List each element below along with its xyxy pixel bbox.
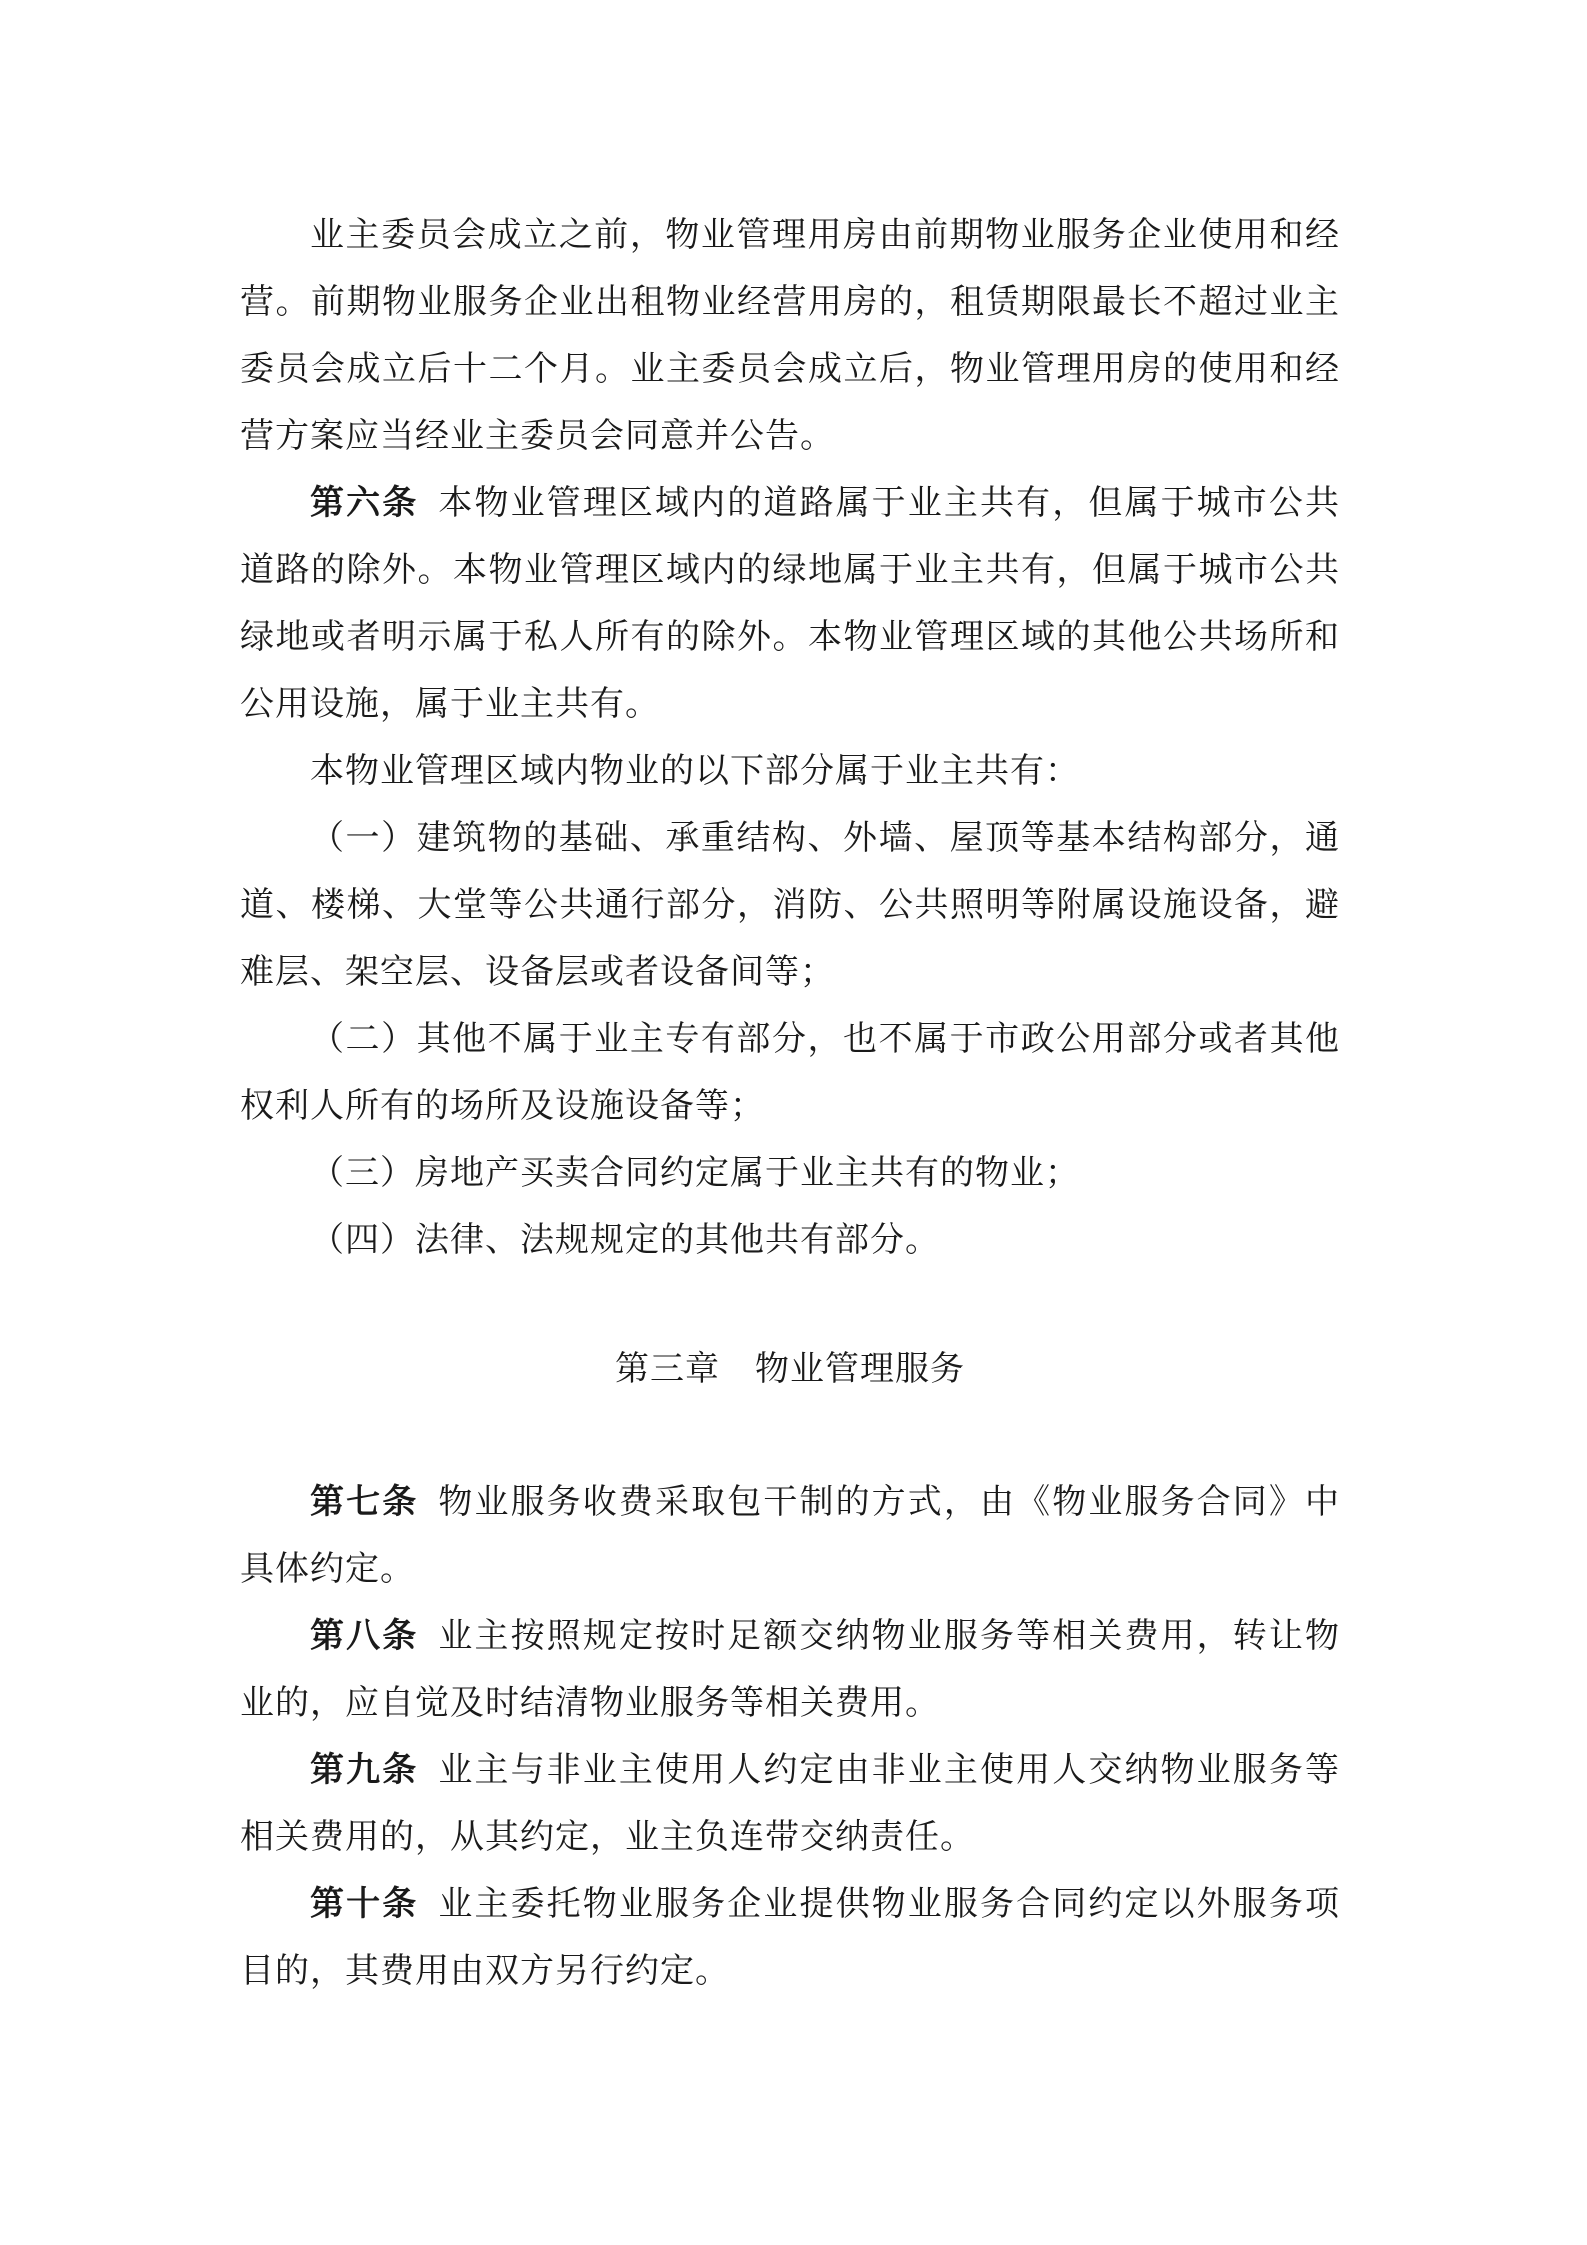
list-item-1: [240, 805, 1340, 1006]
list-item-text: （一）建筑物的基础、承重结构、外墙、屋顶等基本结构部分，通道、楼梯、大堂等公共通行部分，消防、公共照明等附属设施设备，避难层、架空层、设备层或者设备间等；: [240, 818, 1340, 992]
article-text: 业主委托物业服务企业提供物业服务合同约定以外服务项目的，其费用由双方另行约定。: [240, 1884, 1341, 1991]
article-label: 第九条: [310, 1750, 419, 1790]
article-10: [240, 1871, 1340, 2005]
list-item-4: [240, 1207, 1340, 1274]
list-item-3: [240, 1140, 1340, 1207]
spacer: [240, 1403, 1340, 1469]
article-text: 业主按照规定按时足额交纳物业服务等相关费用，转让物业的，应自觉及时结清物业服务等相关费用。: [240, 1616, 1341, 1723]
article-label: 第十条: [310, 1884, 419, 1924]
paragraph-text: 业主委员会成立之前，物业管理用房由前期物业服务企业使用和经营。前期物业服务企业出租物业经营用房的，租赁期限最长不超过业主委员会成立后十二个月。业主委员会成立后，物业管理用房的使用和经营方案应当经业主委员会同意并公告。: [240, 215, 1340, 456]
article-text: 本物业管理区域内的道路属于业主共有，但属于城市公共道路的除外。本物业管理区域内的绿地属于业主共有，但属于城市公共绿地或者明示属于私人所有的除外。本物业管理区域的其他公共场所和公用设施，属于业主共有。: [240, 483, 1341, 724]
spacer: [240, 1274, 1340, 1336]
paragraph-text: 本物业管理区域内物业的以下部分属于业主共有：: [310, 751, 1080, 791]
article-label: 第七条: [310, 1482, 419, 1522]
article-label: 第八条: [310, 1616, 419, 1656]
chapter-heading: 第三章 物业管理服务: [615, 1349, 965, 1389]
article-7: [240, 1469, 1340, 1603]
article-text: 物业服务收费采取包干制的方式，由《物业服务合同》中具体约定。: [240, 1482, 1341, 1589]
article-9: [240, 1737, 1340, 1871]
article-8: [240, 1603, 1340, 1737]
list-item-text: （三）房地产买卖合同约定属于业主共有的物业；: [310, 1153, 1080, 1193]
paragraph-management-housing: [240, 202, 1340, 470]
list-item-2: [240, 1006, 1340, 1140]
document-body: [240, 202, 1340, 2005]
list-item-text: （四）法律、法规规定的其他共有部分。: [310, 1220, 940, 1260]
article-6: [240, 470, 1340, 738]
article-label: 第六条: [310, 483, 419, 523]
list-item-text: （二）其他不属于业主专有部分，也不属于市政公用部分或者其他权利人所有的场所及设施设备等；: [240, 1019, 1340, 1126]
paragraph-common-parts: [240, 738, 1340, 805]
article-text: 业主与非业主使用人约定由非业主使用人交纳物业服务等相关费用的，从其约定，业主负连带交纳责任。: [240, 1750, 1341, 1857]
